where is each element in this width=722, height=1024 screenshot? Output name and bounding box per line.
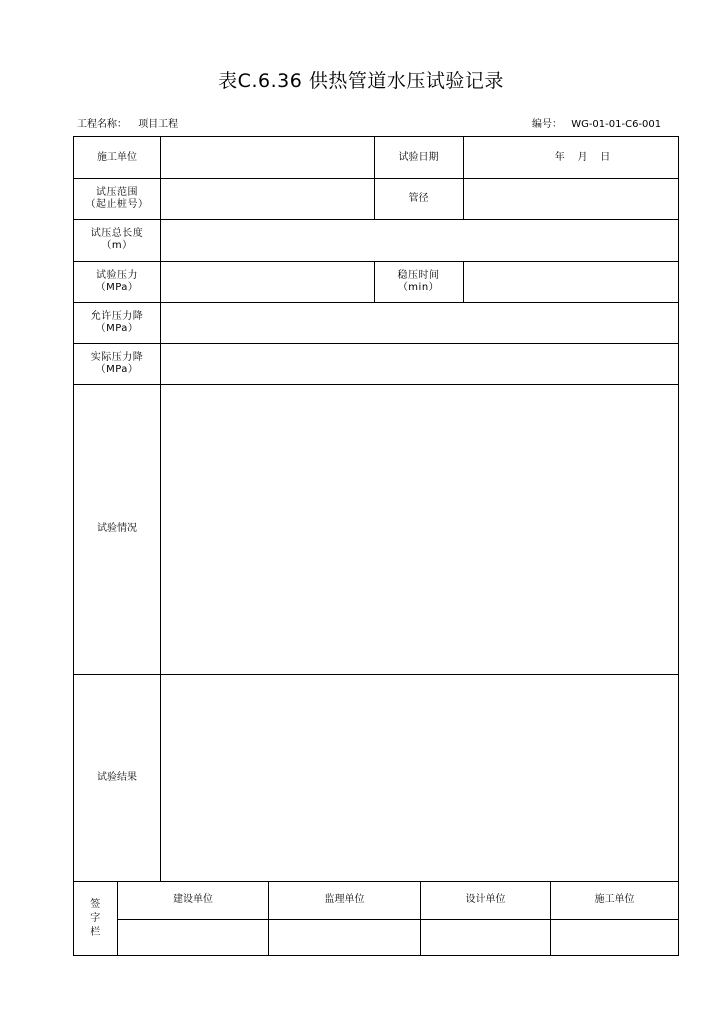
signature-contractor-input[interactable] <box>551 920 678 956</box>
test-date-label: 试验日期 <box>398 151 439 163</box>
signature-header-owner: 建设单位 <box>173 894 213 905</box>
signature-owner-input[interactable] <box>118 920 268 956</box>
page-title: 表C.6.36 供热管道水压试验记录 <box>218 70 504 92</box>
pressure-range-label: 试压范围 （起止桩号） <box>85 186 149 210</box>
construction-unit-input[interactable] <box>161 137 374 178</box>
allowed-drop-input[interactable] <box>161 302 678 343</box>
record-table <box>73 136 679 956</box>
test-result-input[interactable] <box>161 674 678 881</box>
pipe-diameter-label: 管径 <box>408 192 429 204</box>
signature-label: 签 字 栏 <box>90 898 101 938</box>
signature-supervisor-input[interactable] <box>269 920 420 956</box>
actual-drop-label: 实际压力降 （MPa） <box>90 351 144 375</box>
form-number-label: 编号： <box>532 119 562 130</box>
project-name-field <box>77 115 178 130</box>
signature-header-designer: 设计单位 <box>465 894 506 905</box>
stabilize-time-label: 稳压时间 （min） <box>397 269 440 293</box>
test-date-input[interactable]: 年 月 日 <box>554 151 611 163</box>
stabilize-time-input[interactable] <box>463 261 678 302</box>
form-number-field <box>532 115 661 130</box>
allowed-drop-label: 允许压力降 （MPa） <box>90 310 144 334</box>
signature-header-supervisor: 监理单位 <box>324 894 365 905</box>
signature-header-contractor: 施工单位 <box>594 894 635 905</box>
pressure-range-input[interactable] <box>161 178 374 219</box>
test-pressure-label: 试验压力 （MPa） <box>95 269 139 293</box>
actual-drop-input[interactable] <box>161 343 678 384</box>
total-length-label: 试压总长度 （m） <box>90 228 144 251</box>
form-number-value: WG-01-01-C6-001 <box>571 119 662 130</box>
total-length-input[interactable] <box>161 219 678 261</box>
test-result-label: 试验结果 <box>97 771 137 783</box>
project-name-value: 项目工程 <box>138 119 179 130</box>
test-pressure-input[interactable] <box>161 261 374 302</box>
construction-unit-label: 施工单位 <box>97 151 137 163</box>
signature-designer-input[interactable] <box>421 920 550 956</box>
pipe-diameter-input[interactable] <box>463 178 678 219</box>
test-situation-input[interactable] <box>161 384 678 674</box>
project-name-label: 工程名称： <box>77 119 127 130</box>
test-situation-label: 试验情况 <box>97 523 137 534</box>
